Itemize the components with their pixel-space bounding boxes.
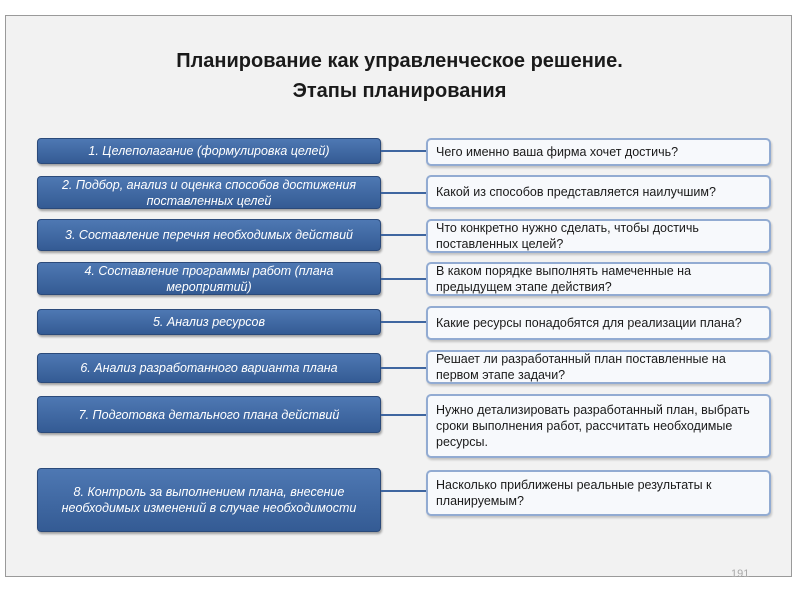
question-box-6: Решает ли разработанный план поставленные на первом этапе задачи? bbox=[426, 350, 771, 384]
slide-title bbox=[6, 46, 793, 106]
connector-7 bbox=[381, 414, 426, 416]
connector-1 bbox=[381, 150, 426, 152]
stage-box-2: 2. Подбор, анализ и оценка способов достижения поставленных целей bbox=[37, 176, 381, 209]
question-box-3: Что конкретно нужно сделать, чтобы достичь поставленных целей? bbox=[426, 219, 771, 253]
stage-box-7: 7. Подготовка детального плана действий bbox=[37, 396, 381, 433]
connector-8 bbox=[381, 490, 426, 492]
connector-6 bbox=[381, 367, 426, 369]
title-line-1: Планирование как управленческое решение. bbox=[176, 50, 623, 72]
stage-box-4: 4. Составление программы работ (плана мероприятий) bbox=[37, 262, 381, 295]
question-box-1: Чего именно ваша фирма хочет достичь? bbox=[426, 138, 771, 166]
question-box-5: Какие ресурсы понадобятся для реализации плана? bbox=[426, 306, 771, 340]
stage-box-3: 3. Составление перечня необходимых действий bbox=[37, 219, 381, 251]
page-number: 191 bbox=[731, 568, 750, 580]
question-box-8: Насколько приближены реальные результаты к планируемым? bbox=[426, 470, 771, 516]
title-line-2: Этапы планирования bbox=[292, 80, 507, 102]
connector-3 bbox=[381, 234, 426, 236]
stage-box-1: 1. Целеполагание (формулировка целей) bbox=[37, 138, 381, 164]
question-box-2: Какой из способов представляется наилучшим? bbox=[426, 175, 771, 209]
connector-4 bbox=[381, 278, 426, 280]
connector-5 bbox=[381, 321, 426, 323]
stage-box-5: 5. Анализ ресурсов bbox=[37, 309, 381, 335]
question-box-4: В каком порядке выполнять намеченные на предыдущем этапе действия? bbox=[426, 262, 771, 296]
connector-2 bbox=[381, 192, 426, 194]
question-box-7: Нужно детализировать разработанный план, выбрать сроки выполнения работ, рассчитать необходимые ресурсы. bbox=[426, 394, 771, 458]
stage-box-6: 6. Анализ разработанного варианта плана bbox=[37, 353, 381, 383]
slide bbox=[5, 15, 792, 580]
stage-box-8: 8. Контроль за выполнением плана, внесение необходимых изменений в случае необходимости bbox=[37, 468, 381, 532]
